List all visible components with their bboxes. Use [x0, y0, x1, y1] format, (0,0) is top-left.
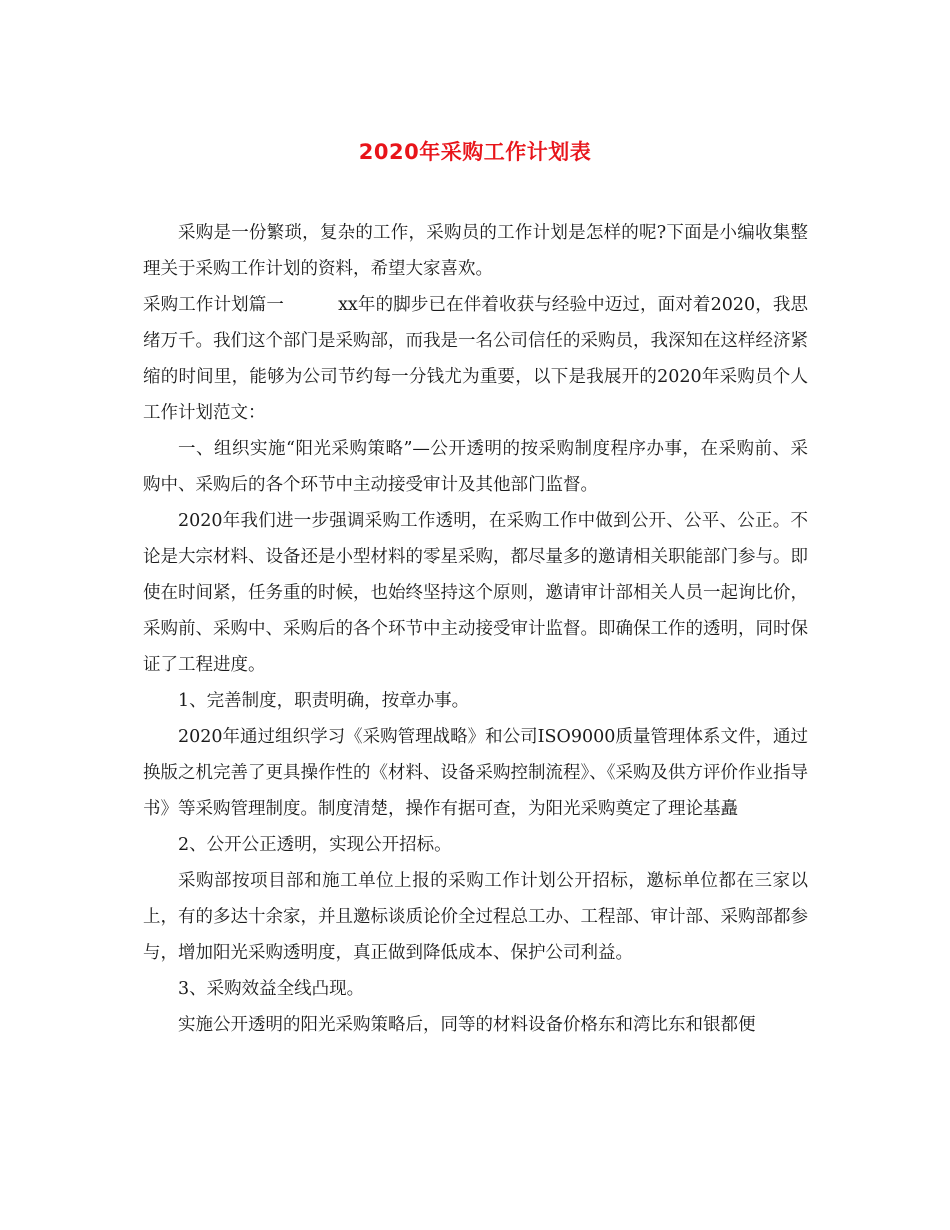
paragraph-system: 2020年通过组织学习《采购管理战略》和公司ISO9000质量管理体系文件，通过换版之机完善了更具操作性的《材料、设备采购控制流程》、《采购及供方评价作业指导书》等采购管理制度。制度清楚，操作有据可查，为阳光采购奠定了理论基矗 — [143, 727, 808, 819]
paragraph-subheading-2: 2、公开公正透明，实现公开招标。 — [178, 835, 452, 855]
paragraph-transparency: 2020年我们进一步强调采购工作透明，在采购工作中做到公开、公平、公正。不论是大宗材料、设备还是小型材料的零星采购，都尽量多的邀请相关职能部门参与。即使在时间紧，任务重的时候，也始终坚持这个原则，邀请审计部相关人员一起询比价，采购前、采购中、采购后的各个环节中主动接受审计监督。即确保工作的透明，同时保证了工程进度。 — [143, 511, 808, 675]
paragraph-intro: 采购是一份繁琐，复杂的工作，采购员的工作计划是怎样的呢?下面是小编收集整理关于采购工作计划的资料，希望大家喜欢。 — [143, 223, 808, 279]
document-title: 2020年采购工作计划表 — [358, 140, 592, 164]
paragraph-benefit: 实施公开透明的阳光采购策略后，同等的材料设备价格东和湾比东和银都便 — [178, 1015, 756, 1035]
paragraph-subheading-1: 1、完善制度，职责明确，按章办事。 — [178, 691, 470, 711]
paragraph-item-one-heading: 一、组织实施“阳光采购策略”—公开透明的按采购制度程序办事，在采购前、采购中、采购后的各个环节中主动接受审计及其他部门监督。 — [143, 439, 808, 495]
paragraph-subheading-3: 3、采购效益全线凸现。 — [178, 979, 365, 999]
paragraph-bidding: 采购部按项目部和施工单位上报的采购工作计划公开招标，邀标单位都在三家以上，有的多达十余家，并且邀标谈质论价全过程总工办、工程部、审计部、采购部都参与，增加阳光采购透明度，真正做到降低成本、保护公司利益。 — [143, 871, 808, 963]
section-lead-text: xx年的脚步已在伴着收获与经验中迈过，面对着2020，我思绪万千。我们这个部门是采购部，而我是一名公司信任的采购员，我深知在这样经济紧缩的时间里，能够为公司节约每一分钱尤为重要，以下是我展开的2020年采购员个人工作计划范文： — [143, 295, 808, 423]
paragraph-plan-one — [143, 287, 808, 431]
document-body — [143, 215, 808, 1043]
section-lead: 采购工作计划篇一 — [143, 295, 285, 315]
